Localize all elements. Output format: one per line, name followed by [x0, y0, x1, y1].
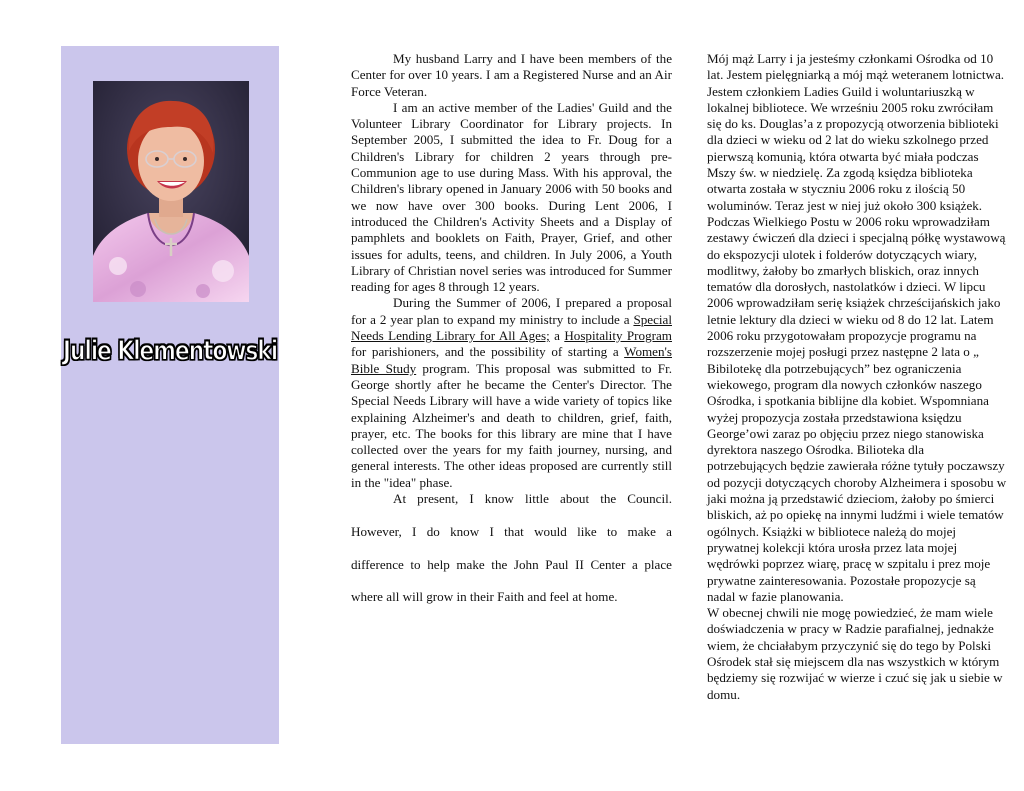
english-paragraph-1: My husband Larry and I have been members of the Center for over 10 years. I am a Registered Nurse and an Air Force Veteran. [351, 51, 672, 99]
english-paragraph-3 [351, 295, 672, 491]
english-paragraph-3-text-b: a [549, 328, 565, 344]
hospitality-program-link[interactable]: Hospitality Program [564, 328, 672, 344]
polish-paragraph-1: Mój mąż Larry i ja jesteśmy członkami Ośrodka od 10 lat. Jestem pielęgniarką a mój mąż weteranem lotnictwa. [707, 51, 1005, 83]
sidebar-panel [61, 46, 279, 744]
polish-paragraph-2: Jestem członkiem Ladies Guild i woluntariuszką w lokalnej bibliotece. We wrześniu 2005 roku zwróciłam się do ks. Douglas’a z propozycją otworzenia biblioteki dla dzieci w wieku od 2 lat do wieku szkolnego przed pierwszą komunią, która otwarta być miała podczas Mszy św. w niedzielę. Za zgodą księdza biblioteka otwarta została w styczniu 2006 roku z ilością 50 woluminów. Teraz jest w niej już około 300 książek. Podczas Wielkiego Postu w 2006 roku wprowadziłam zestawy ćwiczeń dla dzieci i specjalną półkę wystawową do ekspozycji ulotek i folderów dotyczących wiary, modlitwy, żałoby bo zmarłych bliskich, oraz innych tematów dla dorosłych, nastolatków i dzieci. W lipcu 2006 wprowadziłam serię książek chrześcijańskich jako letnie lektury dla dzieci w wieku od 8 do 12 lat. Latem 2006 roku przygotowałam propozycje programu na rozszerzenie mojej posługi przez następne 2 lata o „ Bibilotekę dla potrzebujących” bez ograniczenia wiekowego, program dla nowych członków naszego Ośrodka, i spotkania biblijne dla kobiet. Wspomniana wyżej propozycja została przedstawiona księdzu George’owi zaraz po objęciu przez niego stanowiska dyrektora naszego Ośrodka. Bilioteka dla potrzebujących będzie zawierała różne tytuły poczawszy od pozycji dotyczących choroby Alzheimera i sposobu w jaki można ją przedstawić dzieciom, żałoby po śmierci bliskich, aż po opiekę na innymi ludźmi i wiele tematów ogólnych. Książki w bibliotece należą do mojej prywatnej kolekcji która urosła przez lata mojej wędrówki poprzez wiarę, pracę w szpitalu i prez moje prywatne zainteresowania. Pozostałe propozycje są nadal w fazie planowania. [707, 83, 1007, 604]
womens-bible-study-link[interactable]: Women's Bible Study [351, 344, 672, 376]
english-paragraph-4: At present, I know little about the Council. [393, 491, 672, 507]
polish-paragraph-3: W obecnej chwili nie mogę powiedzieć, że mam wiele doświadczenia w pracy w Radzie parafialnej, jednakże wiem, że chciałabym przyczynić się do tego by Polski Ośrodek stał się miejscem dla nas wszystkich w którym będziemy się rozwijać w wierze i czuć się jak u siebie w domu. [707, 605, 1003, 702]
english-paragraph-3-text-c: for parishioners, and the possibility of starting a [351, 344, 625, 360]
polish-column [707, 51, 1007, 703]
special-needs-library-link[interactable]: Special Needs Lending Library for All Ages; [351, 311, 672, 344]
portrait-image [93, 81, 249, 302]
person-name: Julie Klementowski [62, 336, 278, 367]
portrait-photo [93, 81, 249, 302]
english-paragraph-2: I am an active member of the Ladies' Guild and the Volunteer Library Coordinator for Library projects. In September 2005, I submitted the idea to Fr. Doug for a Children's Library for children 2 years through pre-Communion age to use during Mass. With his approval, the Children's library opened in January 2006 with 50 books and we now have over 300 books. During Lent 2006, I introduced the Children's Activity Sheets and a Display of pamphlets and booklets on Faith, Prayer, Grief, and other issues for adults, teens, and children. In July 2006, a Youth Library of Christian novel series was introduced for Summer reading for ages 8 through 12 years. [351, 99, 672, 295]
english-paragraph-5: However, I do know I that would like to make a [351, 523, 672, 539]
english-paragraph-3-text-d: program. This proposal was submitted to Fr. George shortly after he became the Center's Director. The Special Needs Library will have a wide variety of topics like explaining Alzheimer's and death to children, grief, faith, prayer, etc. The books for this library are mine that I have collected over the years for my faith journey, nursing, and general interests. The other ideas proposed are currently still in the "idea" phase. [351, 360, 672, 490]
english-paragraph-7: where all will grow in their Faith and feel at home. [351, 589, 618, 605]
english-column [351, 51, 672, 606]
english-paragraph-6: difference to help make the John Paul II Center a place [351, 556, 672, 572]
english-paragraph-3-text-a: During the Summer of 2006, I prepared a proposal for a 2 year plan to expand my ministry to include a [351, 295, 672, 327]
